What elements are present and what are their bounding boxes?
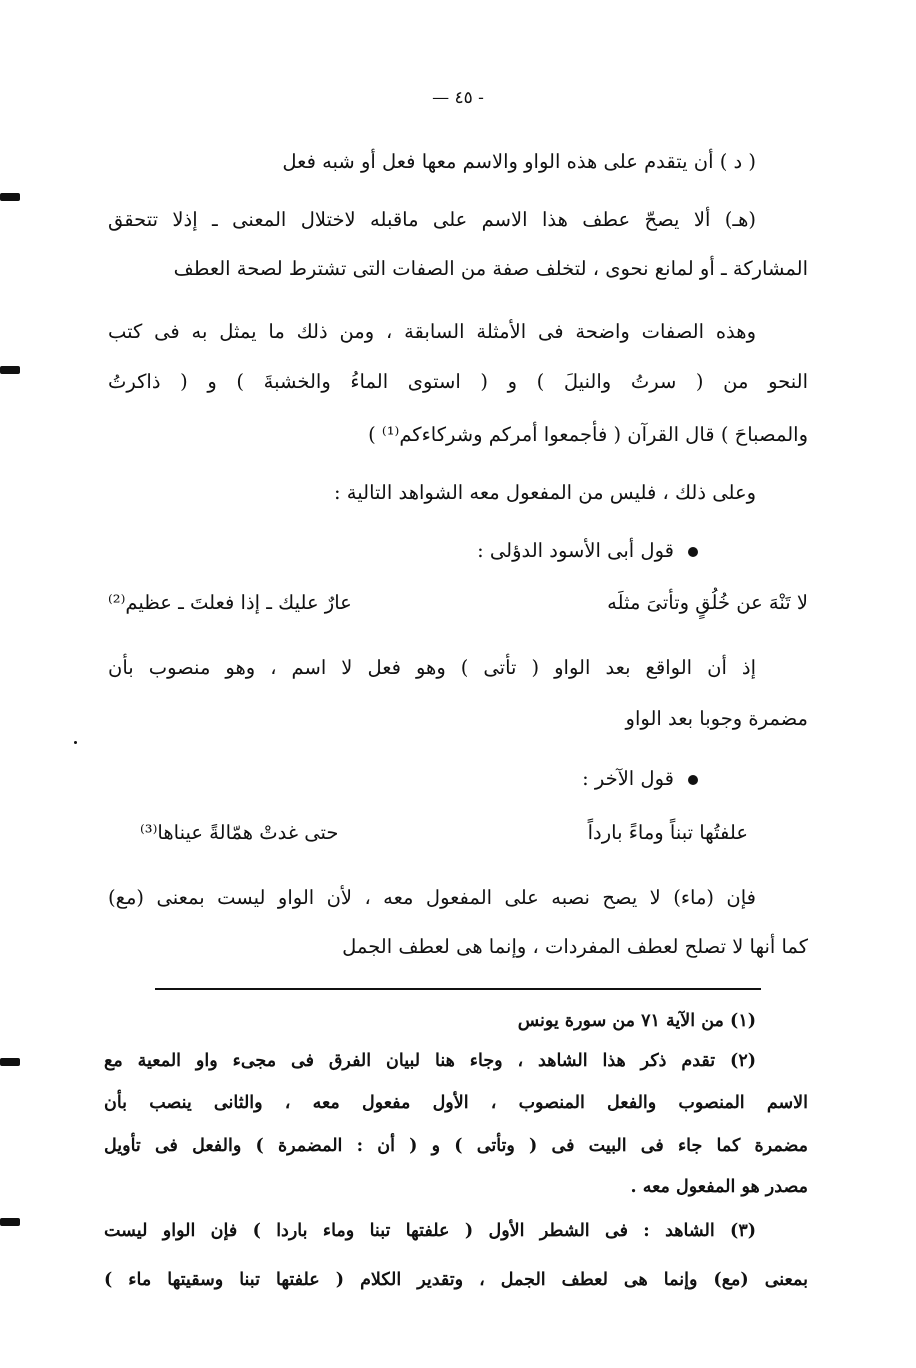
body-line-6: والمصباحَ ) قال القرآن ( فأجمعوا أمركم وشركاءكم⁽¹⁾ ) — [368, 423, 808, 446]
explain2-line-2: كما أنها لا تصلح لعطف المفردات ، وإنما هى لعطف الجمل — [342, 935, 808, 958]
footnote-2-line-2: الاسم المنصوب والفعل المنصوب ، الأول مفعول معه ، والثانى ينصب بأن — [104, 1093, 808, 1113]
margin-mark — [0, 193, 20, 201]
heading-abi-al-aswad-text: قول أبى الأسود الدؤلى : — [477, 539, 674, 562]
explain2-line-1: فإن (ماء) لا يصح نصبه على المفعول معه ، لأن الواو ليست بمعنى (مع) — [108, 886, 756, 909]
body-line-4: وهذه الصفات واضحة فى الأمثلة السابقة ، ومن ذلك ما يمثل به فى كتب — [108, 320, 756, 343]
verse1-second-hemistich: عارٌ عليك ـ إذا فعلتَ ـ عظيم⁽²⁾ — [108, 591, 352, 614]
heading-al-akhar — [480, 762, 698, 798]
heading-abi-al-aswad — [360, 534, 698, 570]
body-line-1: ( د ) أن يتقدم على هذه الواو والاسم معها فعل أو شبه فعل — [282, 150, 756, 173]
heading-al-akhar-text: قول الآخر : — [582, 767, 674, 790]
footnote-2-line-3: مضمرة كما جاء فى البيت فى ( وتأتى ) و ( أن : المضمرة ) والفعل فى تأويل — [104, 1136, 808, 1156]
footnote-3-line-2: بمعنى (مع) وإنما هى لعطف الجمل ، وتقدير الكلام ( علفتها تبنا وسقيتها ماء ) — [104, 1270, 808, 1290]
body-line-2: (هـ) ألا يصحّ عطف هذا الاسم على ماقبله لاختلال المعنى ـ إذلا تتحقق — [108, 208, 756, 231]
margin-mark — [0, 366, 20, 374]
footnote-3-line-1: (٣) الشاهد : فى الشطر الأول ( علفتها تبنا وماء باردا ) فإن الواو ليست — [104, 1221, 756, 1241]
speck — [74, 741, 77, 744]
bullet-icon — [688, 547, 698, 557]
verse2-first-hemistich: علفتُها تبناً وماءً بارداً — [587, 821, 748, 844]
verse1-first-hemistich: لا تَنْهَ عن خُلُقٍ وتأتىَ مثلَه — [607, 591, 808, 614]
margin-mark — [0, 1058, 20, 1066]
page-number: — ٤٥ - — [432, 88, 484, 108]
body-line-7: وعلى ذلك ، فليس من المفعول معه الشواهد التالية : — [334, 481, 756, 504]
explain1-line-1: إذ أن الواقع بعد الواو ( تأتى ) وهو فعل لا اسم ، وهو منصوب بأن — [108, 656, 756, 679]
bullet-icon — [688, 775, 698, 785]
footnote-1: (١) من الآية ٧١ من سورة يونس — [517, 1011, 756, 1031]
verse2-second-hemistich: حتى غدتْ همّالةً عيناها⁽³⁾ — [140, 821, 339, 844]
footnote-separator — [155, 988, 761, 990]
body-line-3: المشاركة ـ أو لمانع نحوى ، لتخلف صفة من الصفات التى تشترط لصحة العطف — [173, 257, 808, 280]
footnote-2-line-4: مصدر هو المفعول معه . — [630, 1177, 808, 1197]
margin-mark — [0, 1218, 20, 1226]
body-line-5: النحو من ( سرتُ والنيلَ ) و ( استوى الماءُ والخشبةَ ) و ( ذاكرتُ — [108, 370, 808, 393]
footnote-2-line-1: (٢) تقدم ذكر هذا الشاهد ، وجاء هنا لبيان الفرق فى مجىء واو المعية مع — [104, 1051, 756, 1071]
explain1-line-2: مضمرة وجوبا بعد الواو — [625, 707, 808, 730]
